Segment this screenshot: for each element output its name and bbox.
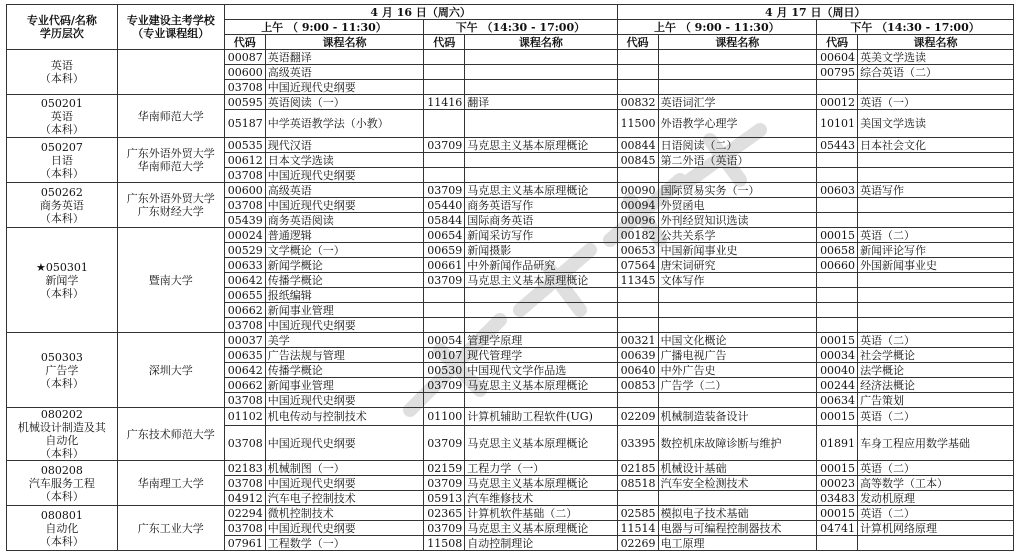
day1-header: 4 月 16 日（周六） <box>224 5 617 20</box>
course-name-cell: 马克思主义基本原理概论 <box>465 378 617 393</box>
course-name-cell: 汽车维修技术 <box>465 491 617 506</box>
table-row <box>7 95 1014 110</box>
course-name-cell: 微机控制技术 <box>265 506 424 521</box>
course-code-cell: 02294 <box>224 506 265 521</box>
course-name-cell: 工程数学（一） <box>265 536 424 551</box>
course-name-cell: 美学 <box>265 333 424 348</box>
course-code-cell <box>817 318 858 333</box>
course-code-cell: 00107 <box>424 348 465 363</box>
course-code-cell <box>817 273 858 288</box>
course-name-cell: 高级英语 <box>265 183 424 198</box>
course-code-cell: 02159 <box>424 461 465 476</box>
course-name-cell: 英美文学选读 <box>858 50 1014 65</box>
course-code-cell <box>424 168 465 183</box>
school-cell <box>117 50 224 95</box>
course-code-cell: 10101 <box>817 110 858 138</box>
course-name-cell: 数控机床故障诊断与维护 <box>658 426 817 461</box>
major-col-header: 专业代码/名称 学历层次 <box>7 5 118 50</box>
course-name-cell: 新闻摄影 <box>465 243 617 258</box>
course-name-cell: 第二外语（英语） <box>658 153 817 168</box>
course-code-cell: 03709 <box>424 378 465 393</box>
course-name-cell: 马克思主义基本原理概论 <box>465 426 617 461</box>
course-code-cell: 00600 <box>224 65 265 80</box>
course-name-cell <box>858 80 1014 95</box>
course-name-cell <box>858 198 1014 213</box>
course-code-cell: 00015 <box>817 506 858 521</box>
course-name-cell: 高级英语 <box>265 65 424 80</box>
course-name-cell: 报纸编辑 <box>265 288 424 303</box>
school-cell: 华南理工大学 <box>117 461 224 506</box>
course-code-cell <box>817 303 858 318</box>
course-name-cell: 计算机辅助工程软件(UG) <box>465 408 617 426</box>
course-name-cell: 中国现代文学作品选 <box>465 363 617 378</box>
course-code-cell <box>817 198 858 213</box>
course-code-cell <box>817 213 858 228</box>
table-row <box>7 138 1014 153</box>
course-name-cell: 中国近现代史纲要 <box>265 80 424 95</box>
course-name-cell: 模拟电子技术基础 <box>658 506 817 521</box>
table-row <box>7 333 1014 348</box>
course-name-cell: 工程力学（一） <box>465 461 617 476</box>
course-name-cell: 发动机原理 <box>858 491 1014 506</box>
course-name-cell: 中国新闻事业史 <box>658 243 817 258</box>
course-name-cell: 马克思主义基本原理概论 <box>465 138 617 153</box>
course-name-cell <box>658 303 817 318</box>
course-name-cell: 传播学概论 <box>265 363 424 378</box>
course-code-cell <box>424 50 465 65</box>
course-name-cell: 汽车电子控制技术 <box>265 491 424 506</box>
course-name-cell: 机电传动与控制技术 <box>265 408 424 426</box>
course-name-cell: 广播电视广告 <box>658 348 817 363</box>
course-code-cell: 00182 <box>617 228 658 243</box>
course-code-cell: 03708 <box>224 521 265 536</box>
course-code-cell: 00662 <box>224 303 265 318</box>
course-name-cell <box>465 65 617 80</box>
course-code-cell: 05187 <box>224 110 265 138</box>
course-code-cell: 05443 <box>817 138 858 153</box>
course-name-cell <box>658 80 817 95</box>
course-name-cell: 英语写作 <box>858 183 1014 198</box>
course-name-cell: 外语教学心理学 <box>658 110 817 138</box>
course-name-cell: 中国文化概论 <box>658 333 817 348</box>
course-code-cell: 00015 <box>817 461 858 476</box>
course-name-cell: 高等数学（工本） <box>858 476 1014 491</box>
course-name-cell <box>465 318 617 333</box>
course-code-cell: 04912 <box>224 491 265 506</box>
course-name-cell: 外国新闻事业史 <box>858 258 1014 273</box>
name-header: 课程名称 <box>465 35 617 50</box>
major-cell: 080208 汽车服务工程 （本科） <box>7 461 118 506</box>
course-code-cell <box>817 153 858 168</box>
course-name-cell: 文学概论（一） <box>265 243 424 258</box>
course-code-cell: 00090 <box>617 183 658 198</box>
course-code-cell: 00612 <box>224 153 265 168</box>
course-code-cell: 00244 <box>817 378 858 393</box>
course-code-cell <box>617 491 658 506</box>
course-code-cell: 02185 <box>617 461 658 476</box>
course-name-cell <box>858 168 1014 183</box>
major-cell: 050207 日语 （本科） <box>7 138 118 183</box>
course-name-cell: 文体写作 <box>658 273 817 288</box>
course-code-cell: 00655 <box>224 288 265 303</box>
course-code-cell <box>424 110 465 138</box>
course-code-cell: 00653 <box>617 243 658 258</box>
course-code-cell: 02269 <box>617 536 658 551</box>
table-row <box>7 183 1014 198</box>
course-name-cell: 马克思主义基本原理概论 <box>465 183 617 198</box>
course-code-cell: 05913 <box>424 491 465 506</box>
school-cell: 暨南大学 <box>117 228 224 333</box>
course-code-cell <box>424 318 465 333</box>
course-name-cell: 车身工程应用数学基础 <box>858 426 1014 461</box>
course-name-cell: 中国近现代史纲要 <box>265 521 424 536</box>
course-name-cell <box>658 288 817 303</box>
table-row <box>7 506 1014 521</box>
course-name-cell <box>658 65 817 80</box>
course-code-cell <box>424 65 465 80</box>
course-name-cell: 管理学原理 <box>465 333 617 348</box>
course-code-cell: 00600 <box>224 183 265 198</box>
major-cell: 050201 英语 （本科） <box>7 95 118 138</box>
course-name-cell: 中外广告史 <box>658 363 817 378</box>
course-code-cell <box>617 303 658 318</box>
course-name-cell <box>465 110 617 138</box>
course-code-cell: 03709 <box>424 476 465 491</box>
course-name-cell: 普通逻辑 <box>265 228 424 243</box>
course-name-cell: 英语（二） <box>858 506 1014 521</box>
school-cell: 广东技术师范大学 <box>117 408 224 461</box>
course-code-cell: 00015 <box>817 228 858 243</box>
major-cell: ★050301 新闻学 （本科） <box>7 228 118 333</box>
major-cell: 英语 （本科） <box>7 50 118 95</box>
course-name-cell <box>465 168 617 183</box>
course-code-cell: 02585 <box>617 506 658 521</box>
course-name-cell: 马克思主义基本原理概论 <box>465 521 617 536</box>
course-code-cell: 00595 <box>224 95 265 110</box>
course-code-cell <box>617 80 658 95</box>
course-code-cell <box>617 318 658 333</box>
course-code-cell: 03708 <box>224 393 265 408</box>
name-header: 课程名称 <box>658 35 817 50</box>
course-name-cell: 日本文学选读 <box>265 153 424 168</box>
course-name-cell: 现代管理学 <box>465 348 617 363</box>
course-name-cell: 新闻采访写作 <box>465 228 617 243</box>
table-row <box>7 50 1014 65</box>
course-name-cell: 商务英语写作 <box>465 198 617 213</box>
course-name-cell: 计算机网络原理 <box>858 521 1014 536</box>
course-code-cell <box>424 80 465 95</box>
course-code-cell <box>817 536 858 551</box>
course-code-cell: 08518 <box>617 476 658 491</box>
course-code-cell <box>617 288 658 303</box>
course-name-cell: 广告学（二） <box>658 378 817 393</box>
course-code-cell: 00634 <box>817 393 858 408</box>
course-code-cell <box>617 50 658 65</box>
course-name-cell: 传播学概论 <box>265 273 424 288</box>
day2-pm-header: 下午 （14:30 - 17:00） <box>817 20 1014 35</box>
course-name-cell: 中国近现代史纲要 <box>265 426 424 461</box>
course-name-cell <box>658 168 817 183</box>
course-name-cell: 中国近现代史纲要 <box>265 198 424 213</box>
course-name-cell: 电工原理 <box>658 536 817 551</box>
course-code-cell: 00659 <box>424 243 465 258</box>
course-name-cell: 唐宋词研究 <box>658 258 817 273</box>
course-name-cell: 英语（一） <box>858 95 1014 110</box>
course-code-cell: 07961 <box>224 536 265 551</box>
course-code-cell: 00658 <box>817 243 858 258</box>
course-code-cell: 03709 <box>424 183 465 198</box>
course-name-cell: 机械设计基础 <box>658 461 817 476</box>
course-name-cell: 社会学概论 <box>858 348 1014 363</box>
course-name-cell: 美国文学选读 <box>858 110 1014 138</box>
course-code-cell: 03708 <box>224 318 265 333</box>
school-cell: 深圳大学 <box>117 333 224 408</box>
course-name-cell <box>858 288 1014 303</box>
course-name-cell <box>858 153 1014 168</box>
major-cell: 050262 商务英语 （本科） <box>7 183 118 228</box>
course-code-cell: 00654 <box>424 228 465 243</box>
course-code-cell: 00015 <box>817 333 858 348</box>
school-cell: 广东工业大学 <box>117 506 224 551</box>
course-name-cell <box>465 303 617 318</box>
course-code-cell: 00094 <box>617 198 658 213</box>
course-code-cell: 00530 <box>424 363 465 378</box>
course-code-cell: 03709 <box>424 273 465 288</box>
course-code-cell <box>617 393 658 408</box>
course-name-cell: 国际贸易实务（一） <box>658 183 817 198</box>
course-name-cell: 国际商务英语 <box>465 213 617 228</box>
course-name-cell <box>465 288 617 303</box>
day2-header: 4 月 17 日（周日） <box>617 5 1013 20</box>
course-name-cell: 中国近现代史纲要 <box>265 318 424 333</box>
course-name-cell: 中国近现代史纲要 <box>265 393 424 408</box>
course-name-cell: 公共关系学 <box>658 228 817 243</box>
course-code-cell: 03483 <box>817 491 858 506</box>
table-row <box>7 228 1014 243</box>
course-code-cell: 03708 <box>224 476 265 491</box>
course-name-cell <box>858 273 1014 288</box>
course-code-cell: 11508 <box>424 536 465 551</box>
course-code-cell <box>817 168 858 183</box>
course-code-cell <box>617 168 658 183</box>
course-code-cell: 00023 <box>817 476 858 491</box>
course-name-cell: 中学英语教学法（小教） <box>265 110 424 138</box>
course-code-cell: 00054 <box>424 333 465 348</box>
course-code-cell: 00832 <box>617 95 658 110</box>
course-code-cell: 00642 <box>224 273 265 288</box>
code-header: 代码 <box>817 35 858 50</box>
course-code-cell: 00012 <box>817 95 858 110</box>
course-name-cell: 英语词汇学 <box>658 95 817 110</box>
course-code-cell: 03708 <box>224 168 265 183</box>
course-code-cell: 11514 <box>617 521 658 536</box>
course-name-cell: 新闻事业管理 <box>265 303 424 318</box>
course-name-cell: 中国近现代史纲要 <box>265 168 424 183</box>
course-name-cell: 英语翻译 <box>265 50 424 65</box>
course-name-cell: 广告策划 <box>858 393 1014 408</box>
course-code-cell: 00633 <box>224 258 265 273</box>
course-code-cell: 04741 <box>817 521 858 536</box>
school-cell: 广东外语外贸大学 华南师范大学 <box>117 138 224 183</box>
course-name-cell: 机械制造装备设计 <box>658 408 817 426</box>
code-header: 代码 <box>424 35 465 50</box>
course-code-cell: 00015 <box>817 408 858 426</box>
course-code-cell: 00604 <box>817 50 858 65</box>
course-code-cell: 00040 <box>817 363 858 378</box>
exam-schedule-table <box>6 4 1014 551</box>
course-code-cell: 00535 <box>224 138 265 153</box>
course-code-cell: 11345 <box>617 273 658 288</box>
course-name-cell <box>658 491 817 506</box>
course-code-cell: 00635 <box>224 348 265 363</box>
course-code-cell: 00795 <box>817 65 858 80</box>
course-name-cell <box>858 536 1014 551</box>
course-code-cell: 05440 <box>424 198 465 213</box>
code-header: 代码 <box>617 35 658 50</box>
course-name-cell: 中国近现代史纲要 <box>265 476 424 491</box>
course-code-cell: 05439 <box>224 213 265 228</box>
course-code-cell: 03395 <box>617 426 658 461</box>
course-code-cell: 00640 <box>617 363 658 378</box>
course-name-cell: 新闻学概论 <box>265 258 424 273</box>
course-name-cell: 翻译 <box>465 95 617 110</box>
course-name-cell: 马克思主义基本原理概论 <box>465 476 617 491</box>
course-name-cell: 外贸函电 <box>658 198 817 213</box>
day1-pm-header: 下午 （14:30 - 17:00） <box>424 20 617 35</box>
course-code-cell: 00662 <box>224 378 265 393</box>
course-code-cell: 05844 <box>424 213 465 228</box>
course-name-cell: 英语（二） <box>858 408 1014 426</box>
course-code-cell: 03708 <box>224 198 265 213</box>
course-code-cell <box>424 303 465 318</box>
name-header: 课程名称 <box>265 35 424 50</box>
course-name-cell: 机械制图（一） <box>265 461 424 476</box>
course-code-cell: 00321 <box>617 333 658 348</box>
course-code-cell: 00660 <box>817 258 858 273</box>
major-cell: 080202 机械设计制造及其 自动化 （本科） <box>7 408 118 461</box>
school-cell: 华南师范大学 <box>117 95 224 138</box>
course-code-cell: 03708 <box>224 80 265 95</box>
course-name-cell: 新闻事业管理 <box>265 378 424 393</box>
course-name-cell: 马克思主义基本原理概论 <box>465 273 617 288</box>
course-code-cell: 00087 <box>224 50 265 65</box>
course-name-cell: 法学概论 <box>858 363 1014 378</box>
course-name-cell: 经济法概论 <box>858 378 1014 393</box>
course-code-cell: 00024 <box>224 228 265 243</box>
course-name-cell <box>658 393 817 408</box>
course-code-cell <box>424 288 465 303</box>
course-name-cell <box>858 318 1014 333</box>
course-name-cell: 英语（二） <box>858 333 1014 348</box>
major-cell: 080801 自动化 （本科） <box>7 506 118 551</box>
school-cell: 广东外语外贸大学 广东财经大学 <box>117 183 224 228</box>
course-name-cell: 汽车安全检测技术 <box>658 476 817 491</box>
course-code-cell: 01891 <box>817 426 858 461</box>
course-name-cell: 中外新闻作品研究 <box>465 258 617 273</box>
course-name-cell: 广告法规与管理 <box>265 348 424 363</box>
course-code-cell: 02183 <box>224 461 265 476</box>
course-name-cell <box>658 50 817 65</box>
course-code-cell: 02365 <box>424 506 465 521</box>
course-code-cell: 11500 <box>617 110 658 138</box>
course-code-cell: 00661 <box>424 258 465 273</box>
course-name-cell <box>858 303 1014 318</box>
course-code-cell: 03709 <box>424 138 465 153</box>
day2-am-header: 上午 （ 9:00 - 11:30） <box>617 20 817 35</box>
course-code-cell: 03709 <box>424 426 465 461</box>
course-name-cell: 电器与可编程控制器技术 <box>658 521 817 536</box>
course-name-cell <box>465 393 617 408</box>
course-code-cell: 00529 <box>224 243 265 258</box>
table-row <box>7 461 1014 476</box>
course-code-cell: 07564 <box>617 258 658 273</box>
major-cell: 050303 广告学 （本科） <box>7 333 118 408</box>
course-code-cell: 00844 <box>617 138 658 153</box>
course-code-cell: 03709 <box>424 521 465 536</box>
course-name-cell <box>465 80 617 95</box>
course-name-cell: 现代汉语 <box>265 138 424 153</box>
course-code-cell: 00642 <box>224 363 265 378</box>
course-code-cell <box>617 65 658 80</box>
course-code-cell: 00096 <box>617 213 658 228</box>
course-code-cell: 01100 <box>424 408 465 426</box>
course-code-cell <box>817 80 858 95</box>
course-code-cell: 00853 <box>617 378 658 393</box>
course-code-cell: 01102 <box>224 408 265 426</box>
course-name-cell: 英语阅读（一） <box>265 95 424 110</box>
course-code-cell: 00603 <box>817 183 858 198</box>
table-row <box>7 408 1014 426</box>
course-name-cell: 英语（二） <box>858 228 1014 243</box>
day1-am-header: 上午 （ 9:00 - 11:30） <box>224 20 424 35</box>
course-code-cell: 03708 <box>224 426 265 461</box>
course-code-cell: 00034 <box>817 348 858 363</box>
course-name-cell: 商务英语阅读 <box>265 213 424 228</box>
course-name-cell: 自动控制理论 <box>465 536 617 551</box>
course-name-cell <box>858 213 1014 228</box>
course-name-cell: 英语（二） <box>858 461 1014 476</box>
name-header: 课程名称 <box>858 35 1014 50</box>
course-code-cell: 00639 <box>617 348 658 363</box>
course-code-cell <box>424 393 465 408</box>
course-name-cell: 日本社会文化 <box>858 138 1014 153</box>
course-code-cell: 00845 <box>617 153 658 168</box>
course-code-cell: 02209 <box>617 408 658 426</box>
course-name-cell: 综合英语（二） <box>858 65 1014 80</box>
course-name-cell: 日语阅读（二） <box>658 138 817 153</box>
course-name-cell <box>658 318 817 333</box>
course-name-cell: 外刊经贸知识选读 <box>658 213 817 228</box>
course-name-cell: 新闻评论写作 <box>858 243 1014 258</box>
course-code-cell: 11416 <box>424 95 465 110</box>
course-name-cell: 计算机软件基础（二） <box>465 506 617 521</box>
course-name-cell <box>465 153 617 168</box>
school-col-header: 专业建设主考学校 （专业课程组） <box>117 5 224 50</box>
course-code-cell: 00037 <box>224 333 265 348</box>
course-code-cell <box>424 153 465 168</box>
code-header: 代码 <box>224 35 265 50</box>
course-code-cell <box>817 288 858 303</box>
course-name-cell <box>465 50 617 65</box>
